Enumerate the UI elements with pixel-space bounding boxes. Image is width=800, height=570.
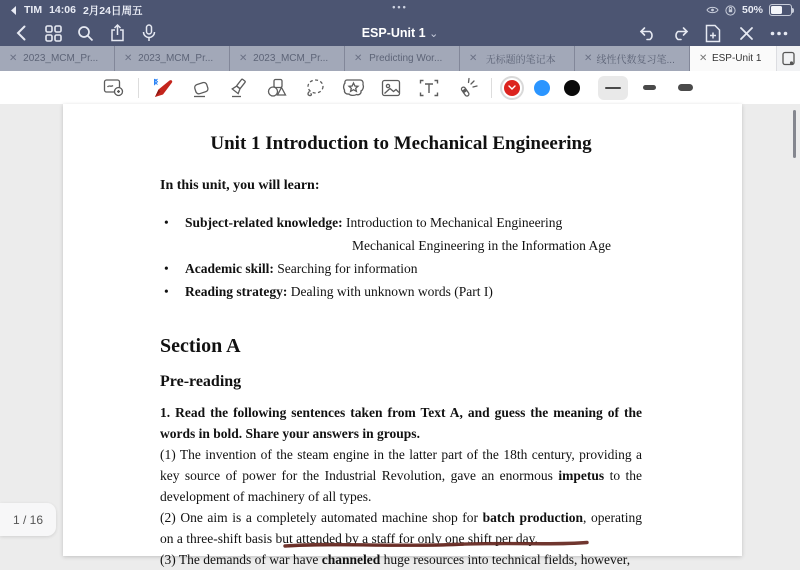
- battery-icon: [769, 4, 792, 16]
- bullet-label: Academic skill:: [185, 261, 274, 276]
- doc-title: Unit 1 Introduction to Mechanical Engineering: [210, 133, 592, 154]
- search-icon[interactable]: [74, 22, 96, 44]
- tab-5[interactable]: [460, 46, 575, 71]
- add-page-icon[interactable]: [702, 22, 724, 44]
- undo-icon[interactable]: [636, 22, 658, 44]
- bullet-text-line2: Mechanical Engineering in the Information Age: [352, 238, 612, 253]
- status-bar: [0, 0, 800, 20]
- tab-2[interactable]: [115, 46, 230, 71]
- nav-title-label: ESP-Unit 1: [361, 26, 426, 40]
- tab-3[interactable]: [230, 46, 345, 71]
- redo-icon[interactable]: [669, 22, 691, 44]
- tab-label: 线性代数复习笔...: [596, 55, 675, 66]
- tab-label: Predicting Wor...: [369, 53, 443, 64]
- color-swatch-black[interactable]: [564, 80, 580, 96]
- chevron-down-icon: ⌄: [429, 28, 439, 40]
- task-instruction: 1. Read the following sentences taken from Text A, and guess the meaning of the words in bold. Share your answers in groups.: [160, 405, 642, 441]
- shapes-tool-icon[interactable]: [262, 75, 292, 101]
- list-item: [160, 211, 642, 257]
- bullet-dot: •: [164, 261, 169, 276]
- more-icon[interactable]: [768, 22, 790, 44]
- list-item: [160, 280, 642, 303]
- lasso-tool-icon[interactable]: [300, 75, 330, 101]
- tab-1[interactable]: [0, 46, 115, 71]
- tab-close-icon[interactable]: ✕: [354, 53, 363, 64]
- bullet-text: Searching for information: [273, 261, 418, 276]
- return-app-label[interactable]: TIM: [24, 4, 43, 16]
- battery-percent: 50%: [741, 4, 763, 16]
- sentence-text: , operating on a three-shift basis but attended by a staff for only one shift per day.: [160, 510, 642, 546]
- list-item: [160, 257, 642, 280]
- pen-tool-icon[interactable]: [148, 75, 178, 101]
- zoom-window-tool-icon[interactable]: [99, 75, 129, 101]
- status-time: 14:06: [49, 4, 76, 16]
- bullet-dot: •: [164, 284, 169, 299]
- text-tool-icon[interactable]: [414, 75, 444, 101]
- elements-tool-icon[interactable]: [338, 75, 368, 101]
- sentence-1: [160, 444, 642, 507]
- image-tool-icon[interactable]: [376, 75, 406, 101]
- tab-4[interactable]: [345, 46, 460, 71]
- nav-bar: [0, 20, 800, 46]
- bullet-label: Subject-related knowledge:: [185, 215, 343, 230]
- scrollbar[interactable]: [793, 110, 796, 158]
- back-button[interactable]: [10, 22, 32, 44]
- eraser-tool-icon[interactable]: [186, 75, 216, 101]
- bold-word: impetus: [558, 468, 605, 483]
- drawing-toolbar: [0, 71, 800, 105]
- bold-word: batch production: [482, 510, 584, 525]
- multitask-dots[interactable]: •••: [392, 2, 408, 12]
- section-heading: Section A: [160, 335, 241, 357]
- thickness-thin[interactable]: [598, 76, 628, 100]
- bullet-text: Introduction to Mechanical Engineering: [342, 215, 563, 230]
- bullet-dot: •: [164, 215, 169, 230]
- thickness-thick[interactable]: [670, 76, 700, 100]
- note-canvas[interactable]: [0, 104, 800, 567]
- tab-close-icon[interactable]: ✕: [699, 53, 708, 64]
- tab-close-icon[interactable]: ✕: [469, 53, 478, 64]
- sentence-text: (2) One aim is a completely automated machine shop for: [160, 510, 483, 525]
- bold-word: channeled: [321, 552, 381, 567]
- page-panel-icon[interactable]: [776, 46, 800, 71]
- tab-label: ESP-Unit 1: [711, 53, 762, 64]
- tab-6[interactable]: [575, 46, 690, 71]
- sentence-2: [160, 507, 642, 549]
- intro-heading: In this unit, you will learn:: [160, 178, 320, 193]
- sentence-text: to the development of machinery of all types.: [160, 468, 642, 504]
- tab-bar: [0, 46, 800, 71]
- color-swatch-red[interactable]: [504, 80, 520, 96]
- pointer-tool-icon[interactable]: [452, 75, 482, 101]
- sentence-text: (1) The invention of the steam engine in the latter part of the 18th century, providing a key source of power for the Industrial Revolution, gave an enormous: [160, 447, 642, 483]
- document-page[interactable]: [63, 104, 742, 567]
- tab-active[interactable]: [690, 46, 776, 71]
- sentence-text: huge resources into technical fields, however,: [380, 552, 631, 567]
- thickness-medium[interactable]: [634, 76, 664, 100]
- bullet-label: Reading strategy:: [185, 284, 288, 299]
- color-swatch-blue[interactable]: [534, 80, 550, 96]
- highlighter-tool-icon[interactable]: [224, 75, 254, 101]
- sentence-text: (3) The demands of war have: [160, 552, 322, 567]
- tab-label: 2023_MCM_Pr...: [138, 53, 214, 64]
- close-icon[interactable]: [735, 22, 757, 44]
- status-date: 2月24日周五: [82, 4, 143, 17]
- sentence-3: [160, 549, 642, 570]
- learning-points-list: [160, 211, 642, 303]
- tab-close-icon[interactable]: ✕: [584, 53, 593, 64]
- tab-label: 无标题的笔记本: [485, 55, 556, 66]
- page-indicator[interactable]: [0, 503, 56, 536]
- microphone-icon[interactable]: [138, 22, 160, 44]
- grid-icon[interactable]: [42, 22, 64, 44]
- toolbar-divider: [491, 78, 492, 98]
- bullet-text: Dealing with unknown words (Part I): [287, 284, 493, 299]
- toolbar-divider: [138, 78, 139, 98]
- tab-close-icon[interactable]: ✕: [124, 53, 133, 64]
- tab-label: 2023_MCM_Pr...: [253, 53, 329, 64]
- share-icon[interactable]: [106, 22, 128, 44]
- tab-label: 2023_MCM_Pr...: [23, 53, 99, 64]
- page-indicator-label: 1 / 16: [12, 512, 44, 527]
- tab-close-icon[interactable]: ✕: [9, 53, 18, 64]
- tab-close-icon[interactable]: ✕: [239, 53, 248, 64]
- subsection-heading: Pre-reading: [160, 373, 242, 390]
